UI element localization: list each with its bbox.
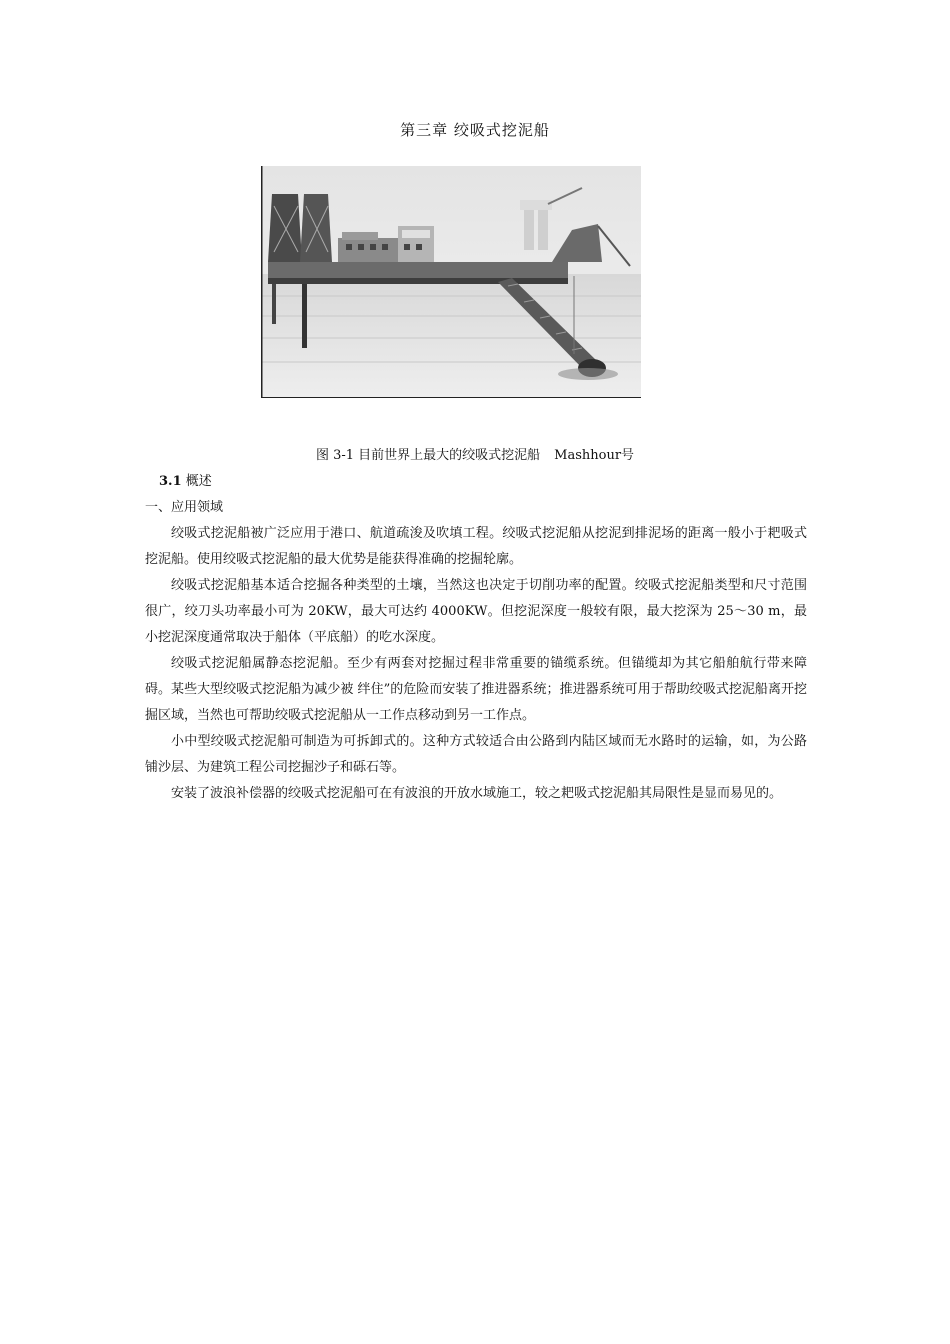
- figure-caption: [0, 444, 950, 463]
- chapter-title: 第三章 绞吸式挖泥船: [400, 121, 550, 139]
- paragraph: 绞吸式挖泥船属静态挖泥船。至少有两套对挖掘过程非常重要的锚缆系统。但锚缆却为其它船舶航行带来障碍。某些大型绞吸式挖泥船为减少被 绊住”的危险而安装了推进器系统；推进器系统可用于帮助绞吸式挖泥船离开挖掘区域，当然也可帮助绞吸式挖泥船从一工作点移动到另一工作点。: [145, 656, 807, 723]
- paragraph: 小中型绞吸式挖泥船可制造为可拆卸式的。这种方式较适合由公路到内陆区域而无水路时的运输，如，为公路铺沙层、为建筑工程公司挖掘沙子和砾石等。: [145, 734, 807, 775]
- caption-text: 图 3-1 目前世界上最大的绞吸式挖泥船: [315, 448, 541, 463]
- body-text: [145, 469, 807, 807]
- section-heading: [145, 469, 807, 495]
- section-title: 概述: [185, 474, 212, 489]
- paragraph: 安装了波浪补偿器的绞吸式挖泥船可在有波浪的开放水域施工，较之耙吸式挖泥船其局限性是显而易见的。: [171, 786, 783, 801]
- cutter-suction-dredger-illustration: [262, 166, 641, 397]
- dredger-figure: [261, 166, 641, 398]
- subsection-heading: 一、应用领域: [145, 500, 224, 515]
- paragraph: 绞吸式挖泥船被广泛应用于港口、航道疏浚及吹填工程。绞吸式挖泥船从挖泥到排泥场的距离一般小于耙吸式挖泥船。使用绞吸式挖泥船的最大优势是能获得准确的挖掘轮廓。: [145, 526, 807, 567]
- section-number: 3.1: [159, 474, 182, 489]
- caption-ship-name: Mashhour号: [554, 448, 635, 463]
- paragraph: 绞吸式挖泥船基本适合挖掘各种类型的土壤，当然这也决定于切削功率的配置。绞吸式挖泥船类型和尺寸范围很广，绞刀头功率最小可为 20KW，最大可达约 4000KW。但挖泥深度一般较有限，最大挖深为 25～30 m，最小挖泥深度通常取决于船体（平底船）的吃水深度。: [145, 578, 807, 645]
